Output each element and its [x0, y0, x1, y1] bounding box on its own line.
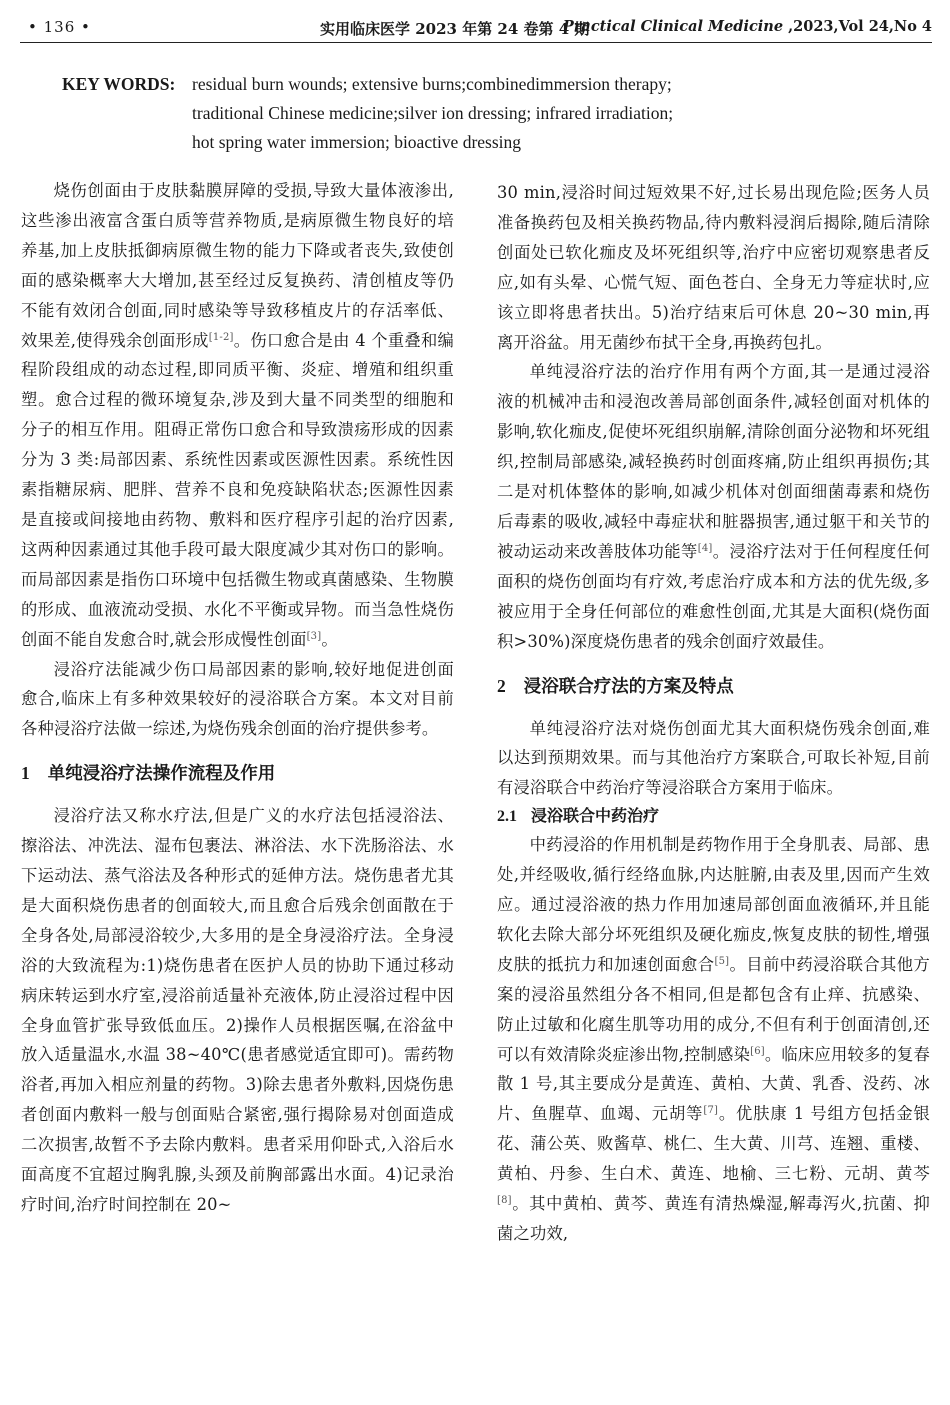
paragraph-text: 。临床应用较多的复春散 1 号,其主要成分是黄连、黄柏、大黄、乳香、没药、冰片、鱼腥草、血竭、元胡等 [497, 1044, 930, 1124]
journal-name-en: Practical Clinical Medicine [562, 18, 784, 35]
paragraph: 30 min,浸浴时间过短效果不好,过长易出现危险;医务人员准备换药包及相关换药物品,待内敷料浸润后揭除,随后清除创面处已软化痂皮及坏死组织等,治疗中应密切观察患者反应,如有头晕、心慌气短、面色苍白、全身无力等症状时,应该立即将患者扶出。5)治疗结束后可休息 20~30 min,再离开浴盆。用无菌纱布拭干全身,再换药包扎。 [497, 183, 930, 352]
journal-title-cn: 实用临床医学 2023 年第 24 卷第 4 期 [320, 20, 590, 38]
paragraph-text: 烧伤创面由于皮肤黏膜屏障的受损,导致大量体液渗出,这些渗出液富含蛋白质等营养物质,是病原微生物良好的培养基,加上皮肤抵御病原微生物的能力下降或者丧失,致使创面的感染概率大大增加,甚至经过反复换药、清创植皮等仍不能有效闭合创面,同时感染等导致移植皮片的存活率低、效果差,使得残余创面形成 [21, 181, 454, 350]
paragraph-text: 。目前中药浸浴联合其他方案的浸浴虽然组分各不相同,但是都包含有止痒、抗感染、防止过敏和化腐生肌等功用的成分,不但有利于创面清创,还可以有效清除炎症渗出物,控制感染 [497, 954, 930, 1064]
paragraph: 浸浴疗法又称水疗法,但是广义的水疗法包括浸浴法、擦浴法、冲洗法、湿布包裹法、淋浴法、水下洗肠浴法、水下运动法、蒸气浴法及各种形式的延伸方法。烧伤患者尤其是大面积烧伤患者的创面较大,而且愈合后残余创面散在于全身各处,局部浸浴较少,大多用的是全身浸浴疗法。全身浸浴的大致流程为:1)烧伤患者在医护人员的协助下通过移动病床转运到水疗室,浸浴前适量补充液体,防止浸浴过程中因全身血管扩张导致低血压。2)操作人员根据医嘱,在浴盆中放入适量温水,水温 38~40℃(患者感觉适宜即可)。需药物浴者,再加入相应剂量的药物。3)除去患者外敷料,因烧伤患者创面内敷料一般与创面贴合紧密,强行揭除易对创面造成二次损害,故暂不予去除内敷料。患者采用仰卧式,入浴后水面高度不宜超过胸乳腺,头颈及前胸部露出水面。4)记录治疗时间,治疗时间控制在 20~ [21, 806, 454, 1214]
keywords-line: traditional Chinese medicine;silver ion dressing; infrared irradiation; [192, 103, 674, 123]
paragraph-text: 中药浸浴的作用机制是药物作用于全身肌表、局部、患处,并经吸收,循行经络血脉,内达脏腑,由表及里,因而产生效应。通过浸浴液的热力作用加速局部创面血液循环,并且能软化去除大部分坏死组织及硬化痂皮,恢复皮肤的韧性,增强皮肤的抵抗力和加速创面愈合 [497, 835, 930, 974]
paragraph [21, 176, 454, 655]
paragraph [497, 830, 930, 1249]
citation-ref[interactable]: [5] [714, 955, 730, 967]
keywords-line: residual burn wounds; extensive burns;combinedimmersion therapy; [192, 74, 672, 94]
subsection-number: 2.1 [497, 808, 517, 826]
citation-ref[interactable]: [3] [306, 630, 322, 642]
section-heading [21, 758, 454, 789]
paragraph-text: 。 [321, 629, 338, 649]
subsection-title: 浸浴联合中药治疗 [531, 806, 660, 826]
citation-ref[interactable]: [4] [697, 542, 713, 554]
section-title: 浸浴联合疗法的方案及特点 [523, 676, 734, 697]
journal-volume-en: ,2023,Vol 24,No 4 [783, 18, 932, 35]
keywords-text [192, 70, 932, 157]
citation-ref[interactable]: [7] [703, 1105, 719, 1117]
section-heading [497, 671, 930, 702]
citation-ref[interactable]: [6] [750, 1045, 765, 1057]
paragraph: 浸浴疗法能减少伤口局部因素的影响,较好地促进创面愈合,临床上有多种效果较好的浸浴联合方案。本文对目前各种浸浴疗法做一综述,为烧伤残余创面的治疗提供参考。 [21, 659, 454, 739]
section-number: 2 [497, 675, 506, 696]
keywords-line: hot spring water immersion; bioactive dressing [192, 132, 522, 152]
paragraph [497, 357, 930, 656]
section-title: 单纯浸浴疗法操作流程及作用 [47, 764, 276, 785]
right-column [497, 178, 930, 1249]
left-column [21, 176, 454, 1220]
subsection-heading [497, 803, 930, 830]
running-header [20, 14, 932, 43]
citation-ref[interactable]: [8] [497, 1195, 512, 1207]
journal-title-en [563, 18, 932, 35]
citation-ref[interactable]: [1-2] [208, 331, 234, 343]
paragraph-text: 。其中黄柏、黄芩、黄连有清热燥湿,解毒泻火,抗菌、抑菌之功效, [497, 1194, 930, 1243]
paragraph-text: 单纯浸浴疗法的治疗作用有两个方面,其一是通过浸浴液的机械冲击和浸泡改善局部创面条件,减轻创面对机体的影响,软化痂皮,促使坏死组织崩解,清除创面分泌物和坏死组织,控制局部感染,减轻换药时创面疼痛,防止组织再损伤;其二是对机体整体的影响,如减少机体对创面细菌毒素和烧伤后毒素的吸收,减轻中毒症状和脏器损害,通过躯干和关节的被动运动来改善肢体功能等 [497, 362, 930, 561]
paragraph-text: 。浸浴疗法对于任何程度任何面积的烧伤创面均有疗效,考虑治疗成本和方法的优先级,多被应用于全身任何部位的难愈性创面,尤其是大面积(烧伤面积>30%)深度烧伤患者的残余创面疗效最佳。 [497, 541, 930, 651]
page-number: • 136 • [28, 18, 91, 36]
paragraph-text: 。伤口愈合是由 4 个重叠和编程阶段组成的动态过程,即同质平衡、炎症、增殖和组织重塑。愈合过程的微环境复杂,涉及到大量不同类型的细胞和分子的相互作用。阻碍正常伤口愈合和导致溃疡形成的因素分为 3 类:局部因素、系统性因素或医源性因素。系统性因素指糖尿病、肥胖、营养不良和免疫缺陷状态;医源性因素是直接或间接地由药物、敷料和医疗程序引起的治疗因素,这两种因素通过其他手段可最大限度减少其对伤口的影响。而局部因素是指伤口环境中包括微生物或真菌感染、生物膜的形成、血液流动受损、水化不平衡或异物。而当急性烧伤创面不能自发愈合时,就会形成慢性创面 [21, 330, 454, 649]
keywords-label: KEY WORDS: [62, 74, 176, 94]
section-number: 1 [21, 763, 30, 784]
paragraph: 单纯浸浴疗法对烧伤创面尤其大面积烧伤残余创面,难以达到预期效果。而与其他治疗方案联合,可取长补短,目前有浸浴联合中药治疗等浸浴联合方案用于临床。 [497, 718, 930, 798]
paragraph-text: 。优肤康 1 号组方包括金银花、蒲公英、败酱草、桃仁、生大黄、川芎、连翘、重楼、黄柏、丹参、生白术、黄连、地榆、三七粉、元胡、黄芩 [497, 1104, 930, 1184]
